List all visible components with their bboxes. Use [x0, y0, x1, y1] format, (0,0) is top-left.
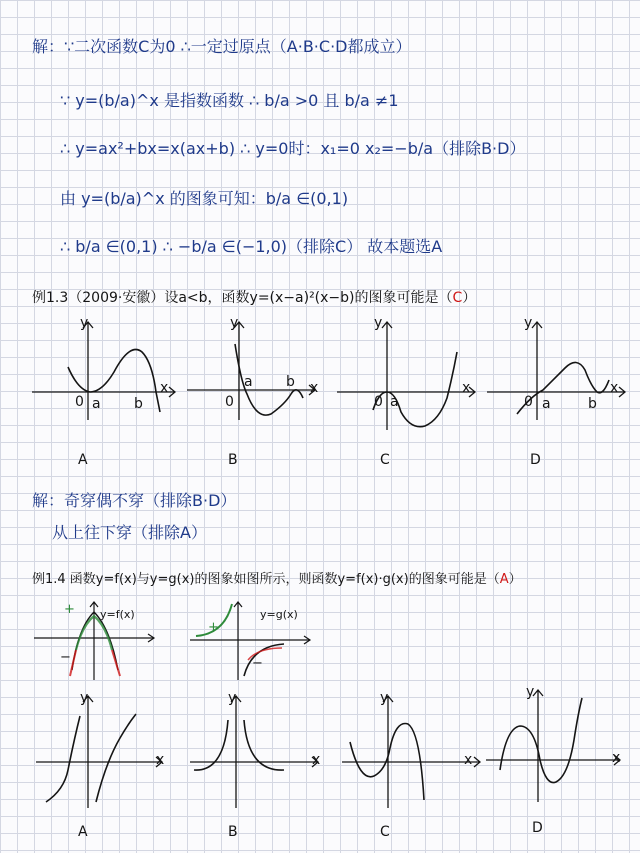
example14-close: ）: [508, 572, 522, 587]
graph13-a-y-label: y: [80, 315, 89, 331]
graph13-d: [485, 312, 635, 422]
example14-question-text: 例1.4 函数y=f(x)与y=g(x)的图象如图所示，则函数y=f(x)·g(x)的图象可能是（: [32, 572, 500, 587]
graph13-d-a: a: [542, 396, 551, 412]
graph13-a-b: b: [134, 396, 143, 412]
solution2-line2: 从上往下穿（排除A）: [52, 523, 207, 542]
graph-gx-label: y=g(x): [260, 608, 298, 621]
graph14-d-label: D: [532, 820, 543, 836]
graph13-c-a: a: [390, 394, 399, 410]
solution1-line3: ∴ y=ax²+bx=x(ax+b) ∴ y=0时：x₁=0 x₂=−b/a（排除B·D）: [60, 139, 526, 158]
graph13-d-y-label: y: [524, 315, 533, 331]
graph13-b-a: a: [244, 374, 253, 390]
graph13-a-label: A: [78, 452, 88, 468]
graph13-d-origin: 0: [524, 394, 533, 410]
example13-close: ）: [462, 290, 477, 306]
example13-answer: C: [452, 290, 463, 306]
graph13-c-x-label: x: [462, 380, 471, 396]
graph-gx-plus: +: [208, 620, 219, 635]
graph13-a-x-label: x: [160, 380, 169, 396]
example13-question: [32, 287, 476, 307]
graph13-b-origin: 0: [225, 394, 234, 410]
graph14-c-y-label: y: [380, 690, 389, 706]
solution1-line5: ∴ b/a ∈(0,1) ∴ −b/a ∈(−1,0)（排除C） 故本题选A: [60, 237, 443, 256]
graph14-a-y-label: y: [80, 690, 89, 706]
solution1-line1: 解：∵二次函数C为0 ∴一定过原点（A·B·C·D都成立）: [32, 37, 412, 56]
graph13-b: [185, 312, 335, 422]
graph14-d-y-label: y: [526, 684, 535, 700]
solution1-line4: 由 y=(b/a)^x 的图象可知：b/a ∈(0,1): [60, 189, 349, 208]
graph-fx-plus: +: [64, 602, 75, 617]
graph14-c: [340, 690, 490, 810]
graph14-a-right-curve: [96, 714, 136, 802]
example14-answer: A: [499, 572, 509, 587]
graph13-a-a: a: [92, 396, 101, 412]
graph13-b-x-label: x: [310, 380, 319, 396]
graph13-b-label: B: [228, 452, 238, 468]
graph14-a-x-label: x: [156, 752, 165, 768]
graph13-c-origin: 0: [374, 394, 383, 410]
graph14-a-left-curve: [46, 716, 80, 802]
graph13-d-b: b: [588, 396, 597, 412]
example13-question-text: 例1.3（2009·安徽）设a<b，函数y=(x−a)²(x−b)的图象可能是（: [32, 290, 453, 306]
graph13-b-b: b: [286, 374, 295, 390]
graph13-c-label: C: [380, 452, 390, 468]
graph14-d: [480, 684, 630, 804]
graph14-b-label: B: [228, 824, 238, 840]
graph14-d-curve: [500, 698, 582, 783]
graph14-b-y-label: y: [228, 690, 237, 706]
graph-fx-minus: −: [60, 650, 71, 665]
graph13-c-curve: [373, 352, 457, 427]
graph14-c-x-label: x: [464, 752, 473, 768]
solution1-line2: ∵ y=(b/a)^x 是指数函数 ∴ b/a >0 且 b/a ≠1: [60, 91, 399, 110]
graph-fx-negative-right: [112, 650, 120, 676]
graph14-a: [30, 690, 180, 810]
example14-question: [32, 568, 522, 587]
graph13-d-x-label: x: [610, 380, 619, 396]
graph13-c: [335, 312, 485, 432]
graph14-d-x-label: x: [612, 750, 621, 766]
graph-fx: [32, 598, 162, 683]
graph13-a: [30, 312, 180, 422]
graph14-b: [188, 690, 338, 810]
graph14-c-label: C: [380, 824, 390, 840]
graph14-b-x-label: x: [312, 752, 321, 768]
graph-fx-label: y=f(x): [100, 608, 135, 621]
graph13-b-y-label: y: [230, 315, 239, 331]
graph13-a-origin: 0: [75, 394, 84, 410]
graph-gx-minus: −: [252, 656, 263, 671]
solution2-line1: 解：奇穿偶不穿（排除B·D）: [32, 491, 237, 510]
graph13-d-label: D: [530, 452, 541, 468]
graph13-c-y-label: y: [374, 315, 383, 331]
graph14-a-label: A: [78, 824, 88, 840]
